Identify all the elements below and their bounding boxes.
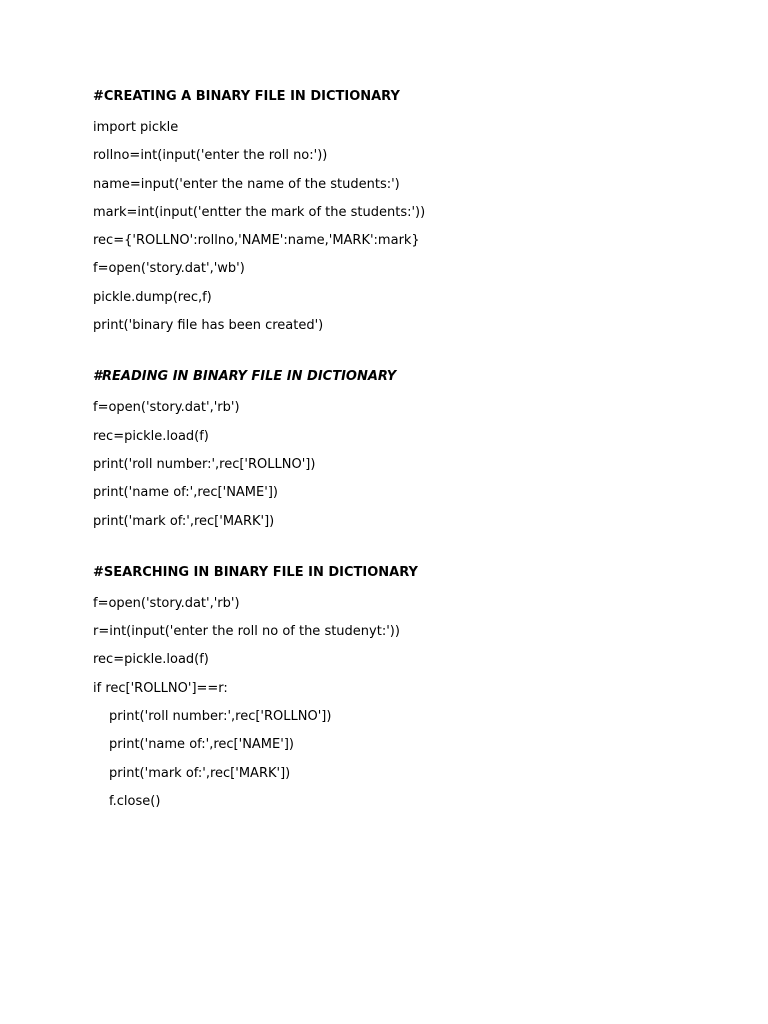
code-line: name=input('enter the name of the students:') <box>93 176 400 192</box>
code-line: rec={'ROLLNO':rollno,'NAME':name,'MARK':mark} <box>93 233 420 249</box>
code-line: import pickle <box>93 120 179 135</box>
code-line: f=open('story.dat','wb') <box>93 261 245 277</box>
code-line: f=open('story.dat','rb') <box>93 400 240 416</box>
section-searching <box>93 562 733 816</box>
section-spacer <box>93 340 733 366</box>
code-line: print('binary file has been created') <box>93 318 324 334</box>
section-heading: #CREATING A BINARY FILE IN DICTIONARY <box>93 89 400 104</box>
code-line: r=int(input('enter the roll no of the studenyt:')) <box>93 624 400 640</box>
section-heading: #SEARCHING IN BINARY FILE IN DICTIONARY <box>93 564 418 580</box>
section-creating <box>93 86 733 340</box>
code-line: print('mark of:',rec['MARK']) <box>93 513 275 529</box>
code-line: print('name of:',rec['NAME']) <box>93 485 278 501</box>
code-line: rec=pickle.load(f) <box>93 428 209 444</box>
code-line: pickle.dump(rec,f) <box>93 289 212 305</box>
code-line-indented: print('name of:',rec['NAME']) <box>109 737 294 753</box>
code-line: rollno=int(input('enter the roll no:')) <box>93 148 328 164</box>
code-line-indented: f.close() <box>109 793 161 809</box>
code-line-indented: print('roll number:',rec['ROLLNO']) <box>109 709 332 725</box>
code-line: if rec['ROLLNO']==r: <box>93 680 228 696</box>
code-line-indented: print('mark of:',rec['MARK']) <box>109 765 291 781</box>
section-reading <box>93 366 733 535</box>
section-spacer <box>93 536 733 562</box>
document-page <box>93 86 733 816</box>
section-heading: #READING IN BINARY FILE IN DICTIONARY <box>93 369 397 385</box>
code-line: mark=int(input('entter the mark of the students:')) <box>93 204 426 220</box>
code-line: f=open('story.dat','rb') <box>93 595 240 611</box>
code-line: print('roll number:',rec['ROLLNO']) <box>93 456 316 472</box>
code-line: rec=pickle.load(f) <box>93 652 209 668</box>
